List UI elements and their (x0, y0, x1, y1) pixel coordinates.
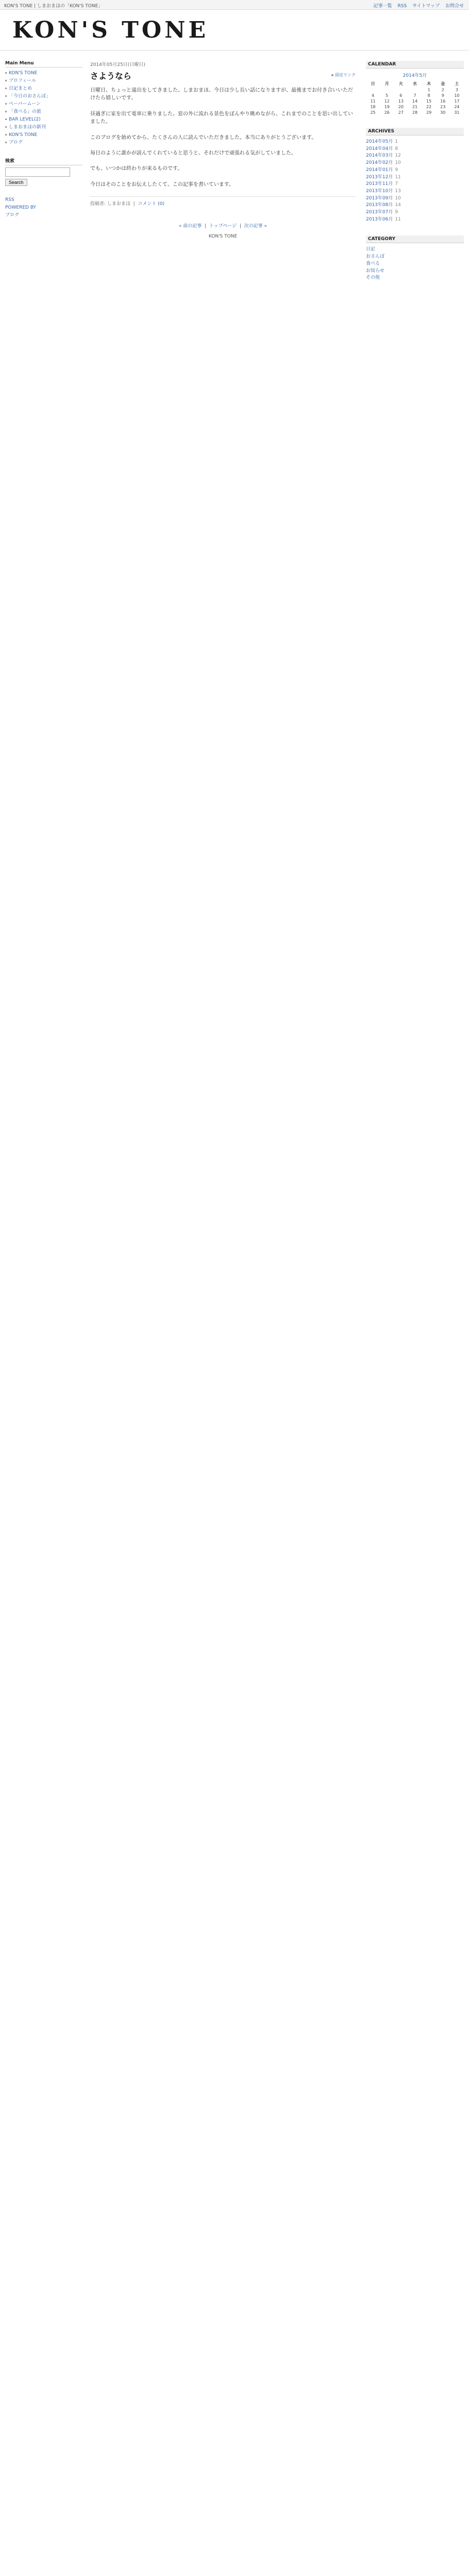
calendar-day: 30 (440, 110, 446, 115)
weekday-label: 金 (441, 81, 445, 86)
archive-list (366, 139, 464, 223)
prev-post-link[interactable]: « 前の記事 (179, 224, 202, 229)
menu-item-label: しまおまほの新刊 (9, 125, 46, 130)
left-bottom-links (5, 196, 82, 219)
archive-month: 2014年02月 (366, 160, 393, 166)
bullet-icon (5, 72, 7, 74)
archive-month: 2014年05月 (366, 139, 393, 144)
weekday-label: 木 (427, 81, 431, 86)
search-input[interactable] (5, 167, 70, 177)
calendar-day: 29 (426, 110, 432, 115)
top-bar (0, 0, 469, 10)
weekday-label: 水 (412, 81, 417, 86)
calendar-day: 21 (412, 105, 418, 109)
menu-item[interactable] (5, 108, 82, 116)
menu-item-label: KON'S TONE (9, 71, 38, 76)
pager: « 前の記事 | トップページ | 次の記事 » KON'S TONE (90, 222, 356, 239)
archive-count: 11 (395, 216, 401, 222)
calendar-day: 18 (370, 105, 376, 109)
search-title: 検索 (5, 157, 82, 165)
post-title: さようなら (90, 71, 132, 81)
archive-count: 10 (395, 195, 401, 201)
archive-month: 2014年03月 (366, 153, 393, 159)
archive-count: 1 (395, 139, 398, 144)
menu-item-label: 「今日のおさんぽ」 (9, 94, 51, 99)
next-post-link[interactable]: 次の記事 » (244, 224, 267, 229)
main-content (90, 61, 356, 239)
archive-month: 2013年07月 (366, 210, 393, 215)
archive-item[interactable] (366, 195, 464, 202)
menu-item-label: プロフィール (9, 78, 37, 83)
top-links (370, 2, 464, 9)
calendar-day: 26 (384, 110, 390, 115)
calendar-day: 2 (441, 88, 444, 92)
menu-item-label: 「食べる」の旅 (9, 109, 42, 114)
calendar-day: 20 (398, 105, 404, 109)
archive-item[interactable] (366, 181, 464, 188)
calendar-table (366, 80, 464, 115)
archive-count: 14 (395, 202, 401, 208)
post-author: 投稿者: しまおまほ (90, 201, 130, 207)
calendar-day: 1 (427, 88, 430, 92)
archive-month: 2013年11月 (366, 181, 393, 187)
main-menu-title: Main Menu (5, 61, 82, 67)
category-item[interactable]: おさんぽ (366, 254, 385, 260)
bullet-icon (5, 134, 7, 135)
category-list (366, 246, 464, 282)
archive-title: ARCHIVES (366, 128, 464, 135)
calendar-day: 27 (398, 110, 404, 115)
menu-item-label: ブログ (9, 140, 23, 145)
bullet-icon (5, 142, 7, 143)
weekday-label: 土 (455, 81, 459, 86)
calendar-day: 19 (384, 105, 390, 109)
menu-item-label: ペーパームーン (9, 101, 41, 107)
top-link-sitemap[interactable]: サイトマップ (412, 4, 440, 9)
post-footer: 投稿者: しまおまほ | コメント (0) (90, 196, 356, 207)
calendar-day (380, 87, 394, 93)
menu-item-label: KON'S TONE (9, 132, 38, 138)
bullet-icon (5, 88, 7, 89)
calendar-day (394, 87, 408, 93)
calendar-section (366, 61, 464, 115)
calendar-day (366, 87, 380, 93)
archive-item[interactable] (366, 216, 464, 224)
post-paragraph: このブログを始めてから、たくさんの人に読んでいただきました。本当にありがとうございます。 (90, 134, 317, 141)
left-sidebar (5, 61, 82, 219)
category-item[interactable]: 食べる (366, 261, 380, 266)
calendar-day: 12 (384, 99, 390, 104)
archive-item[interactable] (366, 202, 464, 209)
archive-month: 2013年10月 (366, 188, 393, 194)
top-link-list[interactable]: 記事一覧 (373, 4, 392, 9)
archive-month: 2013年06月 (366, 216, 393, 222)
menu-item[interactable] (5, 70, 82, 77)
calendar-day (408, 87, 422, 93)
calendar-day: 15 (426, 99, 432, 104)
comment-link[interactable]: コメント (0) (138, 201, 165, 207)
post-date: 2014年05月25日(日曜日) (90, 62, 145, 67)
archive-count: 10 (395, 160, 401, 166)
copyright: KON'S TONE (208, 234, 238, 240)
bullet-icon (5, 80, 7, 81)
calendar-day: 4 (372, 93, 375, 98)
footer-link[interactable]: POWERED BY (5, 205, 37, 210)
archive-count: 7 (395, 181, 398, 187)
calendar-day: 17 (454, 99, 460, 104)
home-link[interactable]: トップページ (209, 224, 237, 229)
permalink-link[interactable]: ▸ 固定リンク (331, 73, 356, 77)
category-item[interactable]: お知らせ (366, 268, 384, 274)
weekday-label: 月 (384, 81, 389, 86)
archive-month: 2013年09月 (366, 195, 393, 201)
calendar-day: 14 (412, 99, 418, 104)
calendar-day: 25 (370, 110, 376, 115)
menu-item[interactable] (5, 124, 82, 131)
bullet-icon (5, 103, 7, 105)
calendar-title: CALENDAR (366, 61, 464, 69)
calendar-day: 7 (413, 93, 416, 98)
bullet-icon (5, 126, 7, 128)
bullet-icon (5, 95, 7, 97)
archive-count: 9 (395, 210, 398, 215)
post-paragraph: でも、いつかは終わりが来るものです。 (90, 166, 183, 172)
menu-item[interactable] (5, 100, 82, 108)
footer-link[interactable]: ブログ (5, 213, 20, 218)
search-button[interactable]: Search (5, 179, 27, 186)
post-paragraph: 昼過ぎに家を出て電車に乗りました。窓の外に流れる景色をぼんやり眺めながら、これまでのことを思い出していました。 (90, 111, 353, 125)
bullet-icon (5, 111, 7, 112)
calendar-day: 8 (427, 93, 430, 98)
archive-month: 2013年08月 (366, 202, 393, 208)
calendar-day: 11 (370, 99, 376, 104)
calendar-month: 2014年5月 (403, 73, 427, 78)
archive-count: 9 (395, 167, 398, 173)
search-box (5, 157, 82, 186)
site-logo[interactable]: KON'S TONE (12, 17, 209, 43)
calendar-day: 24 (454, 105, 460, 109)
archive-count: 13 (395, 188, 401, 194)
menu-item[interactable] (5, 116, 82, 124)
weekday-label: 日 (371, 81, 375, 86)
calendar-day: 6 (399, 93, 403, 98)
menu-item-label: BAR LEVEL(2) (9, 117, 41, 122)
menu-item[interactable] (5, 85, 82, 93)
calendar-day: 9 (441, 93, 444, 98)
page-container (0, 50, 469, 2576)
calendar-day: 10 (454, 93, 460, 98)
archive-count: 11 (395, 174, 401, 180)
post-paragraph: 今日はそのことをお伝えしたくて、この記事を書いています。 (90, 181, 234, 188)
archive-month: 2014年01月 (366, 167, 393, 173)
archive-item[interactable] (366, 167, 464, 174)
site-header (0, 10, 469, 50)
archive-item[interactable] (366, 209, 464, 216)
menu-item-label: 日記まとめ (9, 86, 32, 91)
archive-count: 8 (395, 146, 398, 151)
menu-item[interactable] (5, 139, 82, 147)
weekday-label: 火 (398, 81, 403, 86)
category-title: CATEGORY (366, 235, 464, 243)
post-body (90, 87, 356, 189)
archive-section (366, 128, 464, 223)
calendar-day: 3 (455, 88, 458, 92)
category-section (366, 235, 464, 282)
calendar-day: 31 (454, 110, 460, 115)
calendar-day: 28 (412, 110, 418, 115)
archive-item[interactable] (366, 139, 464, 146)
archive-item[interactable] (366, 174, 464, 181)
top-link-rss[interactable]: RSS (397, 4, 407, 9)
archive-item[interactable] (366, 188, 464, 195)
category-item[interactable]: その他 (366, 275, 380, 281)
calendar-day: 5 (386, 93, 389, 98)
site-tagline: KON'S TONE | しまおまほの「KON'S TONE」 (4, 4, 103, 9)
archive-month: 2014年04月 (366, 146, 393, 151)
right-sidebar (366, 61, 464, 294)
post-paragraph: 日曜日、ちょっと遠出をしてきました。しまおまほ、今日は少し長い話になりますが、最後までお付き合いいただけたら嬉しいです。 (90, 88, 353, 101)
category-item[interactable]: 日記 (366, 247, 376, 252)
footer-link[interactable]: RSS (5, 197, 14, 202)
archive-count: 12 (395, 153, 401, 159)
calendar-day: 22 (426, 105, 432, 109)
bullet-icon (5, 118, 7, 120)
post-paragraph: 毎日のように誰かが読んでくれていると思うと、それだけで頑張れる気がしていました。 (90, 150, 296, 157)
archive-item[interactable] (366, 160, 464, 167)
archive-item[interactable] (366, 146, 464, 153)
calendar-day: 13 (398, 99, 404, 104)
menu-item[interactable] (5, 93, 82, 100)
main-menu-list (5, 70, 82, 147)
archive-month: 2013年12月 (366, 174, 393, 180)
menu-item[interactable] (5, 77, 82, 85)
calendar-day: 23 (440, 105, 446, 109)
top-link-contact[interactable]: お問合せ (445, 4, 464, 9)
calendar-day: 16 (440, 99, 446, 104)
archive-item[interactable] (366, 152, 464, 160)
menu-item[interactable] (5, 131, 82, 139)
